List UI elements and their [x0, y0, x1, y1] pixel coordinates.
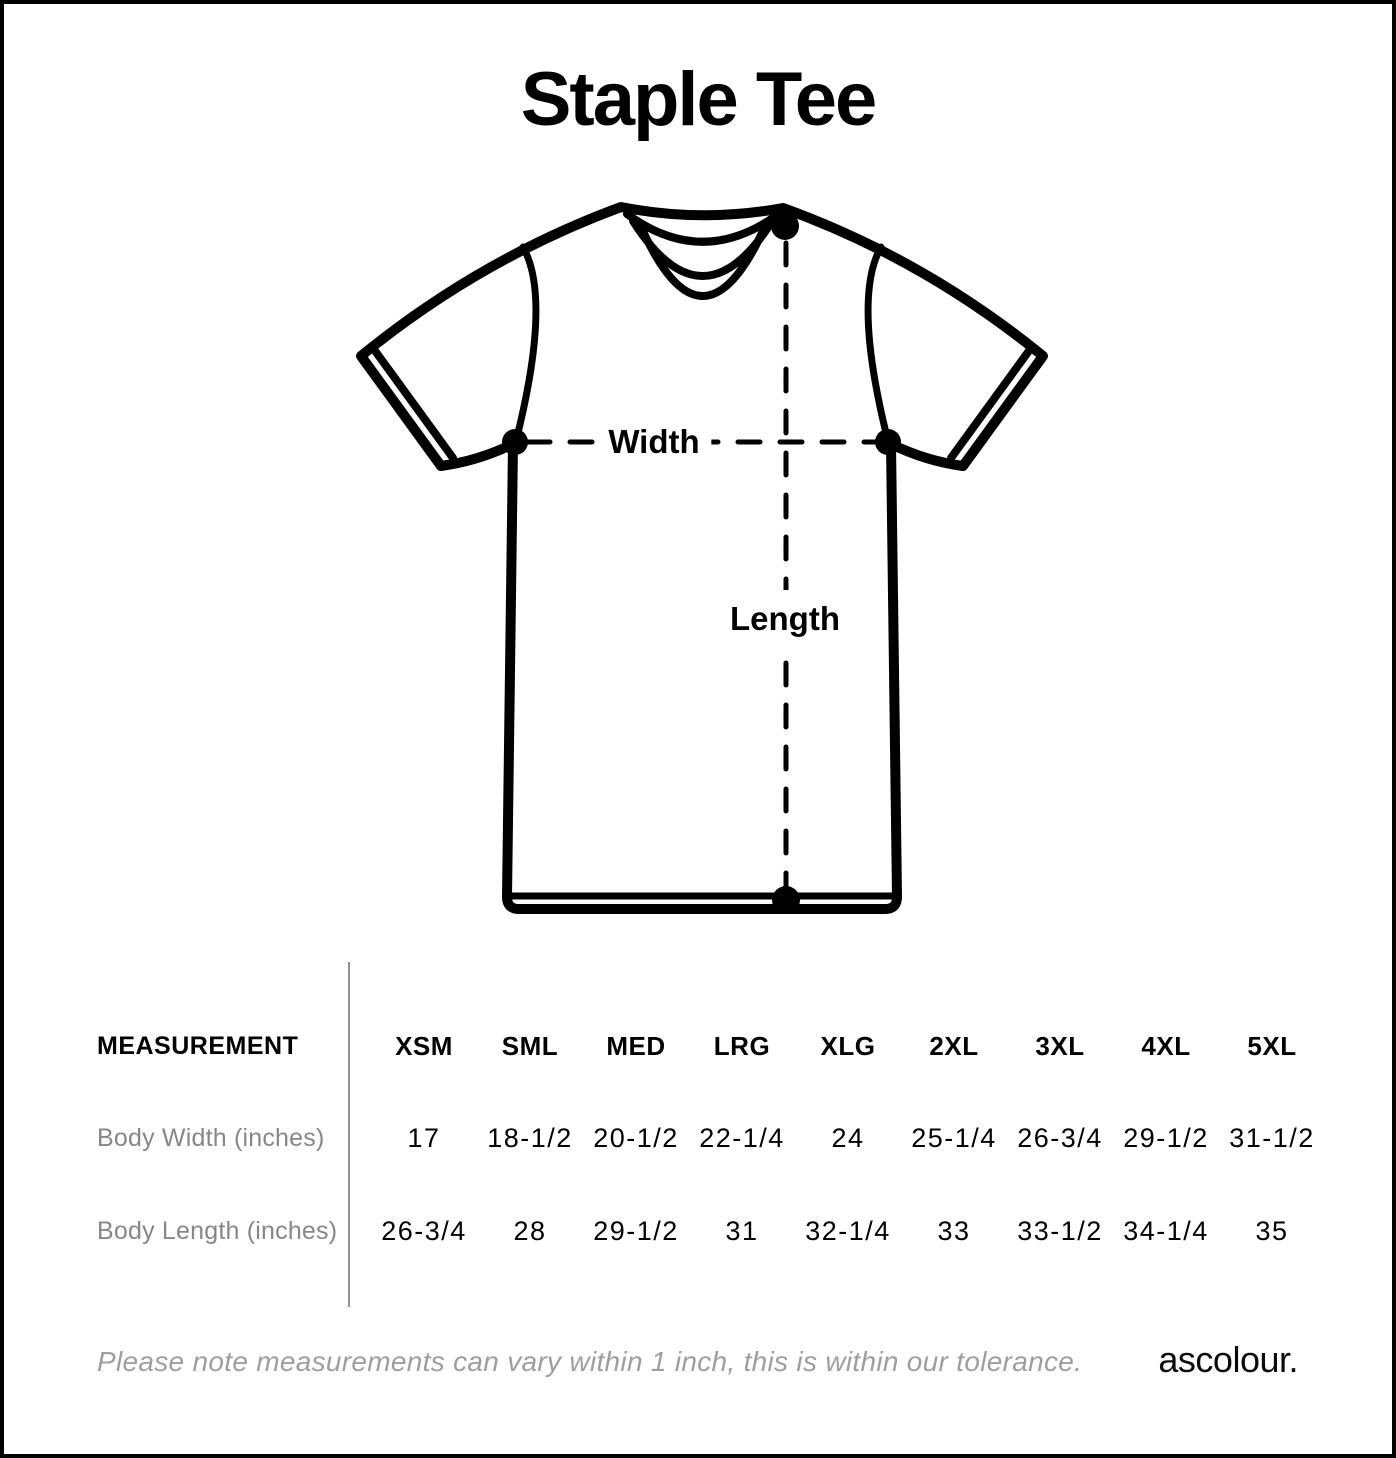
body-width-value: 17 — [407, 1123, 441, 1153]
body-length-value: 33 — [937, 1216, 971, 1246]
page-title: Staple Tee — [520, 57, 876, 142]
size-column-header: MED — [606, 1031, 666, 1061]
body-width-value: 24 — [831, 1123, 865, 1153]
body-width-row — [4, 1123, 1344, 1154]
body-width-value: 26-3/4 — [1017, 1123, 1103, 1153]
size-column-header: XLG — [820, 1031, 876, 1061]
body-width-value: 25-1/4 — [911, 1123, 997, 1153]
body-length-value: 28 — [513, 1216, 547, 1246]
size-column-header: LRG — [713, 1031, 771, 1061]
size-column-header: 5XL — [1247, 1031, 1297, 1061]
size-column-header: 4XL — [1141, 1031, 1191, 1061]
length-label: Length — [718, 590, 852, 648]
row-label: Body Width (inches) — [97, 1124, 325, 1152]
brand-logo: ascolour. — [1158, 1339, 1298, 1380]
tshirt-diagram — [352, 199, 1052, 919]
body-length-value: 33-1/2 — [1017, 1216, 1103, 1246]
tolerance-note: Please note measurements can vary within 1 inch, this is within our tolerance. — [97, 1346, 1083, 1377]
row-label: Body Length (inches) — [97, 1217, 338, 1245]
size-column-header: 2XL — [929, 1031, 979, 1061]
size-column-header: SML — [501, 1031, 559, 1061]
length-dot-bottom — [772, 886, 800, 914]
body-length-value: 26-3/4 — [381, 1216, 467, 1246]
size-column-header: 3XL — [1035, 1031, 1085, 1061]
size-column-header: XSM — [395, 1031, 453, 1061]
body-width-value: 22-1/4 — [699, 1123, 785, 1153]
body-length-value: 29-1/2 — [593, 1216, 679, 1246]
body-length-row — [4, 1216, 1344, 1247]
body-length-value: 31 — [725, 1216, 759, 1246]
width-label: Width — [596, 413, 711, 471]
length-dot-top — [771, 212, 799, 240]
body-length-value: 35 — [1255, 1216, 1289, 1246]
body-width-value: 31-1/2 — [1229, 1123, 1315, 1153]
tshirt-outline — [361, 207, 1043, 909]
body-width-value: 20-1/2 — [593, 1123, 679, 1153]
body-length-value: 34-1/4 — [1123, 1216, 1209, 1246]
body-length-value: 32-1/4 — [805, 1216, 891, 1246]
width-dot-left — [502, 429, 528, 455]
measurement-header: MEASUREMENT — [97, 1032, 299, 1060]
body-width-value: 18-1/2 — [487, 1123, 573, 1153]
width-dot-right — [875, 429, 901, 455]
size-header-row — [4, 1031, 1344, 1062]
body-width-value: 29-1/2 — [1123, 1123, 1209, 1153]
